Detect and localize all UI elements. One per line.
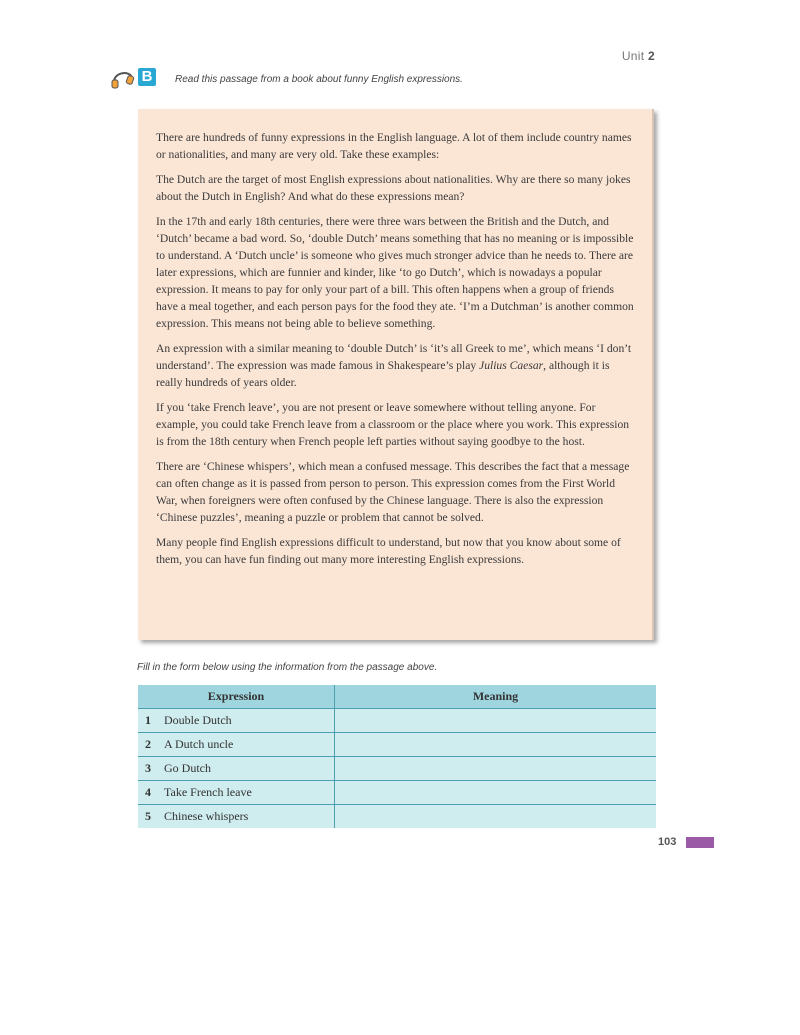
passage-paragraph: The Dutch are the target of most English expressions about nationalities. Why are there so many jokes about the Dutch in English? And what do these expressions mean? bbox=[156, 173, 631, 203]
unit-number: 2 bbox=[648, 49, 655, 63]
passage-text: An expression with a similar meaning to ‘double Dutch’ is ‘it’s all Greek to me’, which means ‘I don’t understand’. The expression was made famous in Shakespeare’s play bbox=[156, 342, 632, 372]
passage-paragraph: Many people find English expressions difficult to understand, but now that you know about some of them, you can have fun finding out many more interesting English expressions. bbox=[156, 536, 621, 566]
row-number: 1 bbox=[138, 709, 158, 733]
play-title: Julius Caesar bbox=[479, 359, 544, 372]
expression-cell: Go Dutch bbox=[158, 757, 335, 781]
passage-paragraph bbox=[156, 340, 634, 391]
section-instruction: Read this passage from a book about funny English expressions. bbox=[175, 74, 463, 85]
row-number: 2 bbox=[138, 733, 158, 757]
row-number: 4 bbox=[138, 781, 158, 805]
unit-label bbox=[622, 49, 655, 63]
table-row bbox=[138, 733, 656, 757]
expression-cell: A Dutch uncle bbox=[158, 733, 335, 757]
meaning-cell[interactable] bbox=[335, 709, 657, 733]
expression-cell: Take French leave bbox=[158, 781, 335, 805]
table-row bbox=[138, 757, 656, 781]
page-number: 103 bbox=[658, 836, 677, 848]
table-row bbox=[138, 805, 656, 829]
expression-form-table bbox=[138, 685, 656, 828]
section-header bbox=[110, 66, 670, 96]
reading-passage bbox=[138, 109, 654, 640]
passage-paragraph: If you ‘take French leave’, you are not present or leave somewhere without telling anyone. For example, you could take French leave from a classroom or the place where you work. This expression is from the 18th century when French people left parties without saying goodbye to the host. bbox=[156, 401, 630, 448]
page-number-bar bbox=[686, 837, 714, 848]
section-badge: B bbox=[138, 68, 156, 86]
meaning-cell[interactable] bbox=[335, 781, 657, 805]
meaning-cell[interactable] bbox=[335, 733, 657, 757]
row-number: 5 bbox=[145, 809, 151, 823]
passage-paragraph: In the 17th and early 18th centuries, there were three wars between the British and the Dutch, and ‘Dutch’ became a bad word. So, ‘double Dutch’ means something that has no meaning or is impossible to understand. A ‘Dutch uncle’ is someone who gives much stronger advice than he needs to. There are later expressions, which are funnier and kinder, like ‘to go Dutch’, which is nowadays a popular expression. It means to pay for only your part of a bill. This often happens when a group of friends have a meal together, and each person pays for the food they ate. ‘I’m a Dutchman’ is another common expression. This means not being able to believe something. bbox=[156, 215, 634, 330]
table-row bbox=[138, 709, 656, 733]
expression-cell: Chinese whispers bbox=[158, 805, 335, 829]
table-row bbox=[138, 781, 656, 805]
expression-cell: Double Dutch bbox=[158, 709, 335, 733]
form-instruction: Fill in the form below using the information from the passage above. bbox=[137, 662, 438, 673]
unit-prefix: Unit bbox=[621, 49, 645, 63]
meaning-column-header: Meaning bbox=[335, 685, 657, 709]
row-number: 3 bbox=[138, 757, 158, 781]
headphones-icon bbox=[110, 66, 136, 92]
passage-text: , although it is really hundreds of years older. bbox=[156, 359, 610, 389]
passage-paragraph: There are ‘Chinese whispers’, which mean a confused message. This describes the fact that a message can often change as it is passed from person to person. This expression comes from the First World War, when foreigners were often confused by the Chinese language. There is also the expression ‘Chinese puzzles’, meaning a puzzle or problem that cannot be solved. bbox=[156, 460, 630, 524]
passage-paragraph: There are hundreds of funny expressions in the English language. A lot of them include country names or nationalities, and many are very old. Take these examples: bbox=[156, 131, 632, 161]
expression-column-header: Expression bbox=[138, 685, 335, 709]
meaning-cell[interactable] bbox=[335, 757, 657, 781]
meaning-cell[interactable] bbox=[335, 805, 657, 829]
table-header-row bbox=[138, 685, 656, 709]
